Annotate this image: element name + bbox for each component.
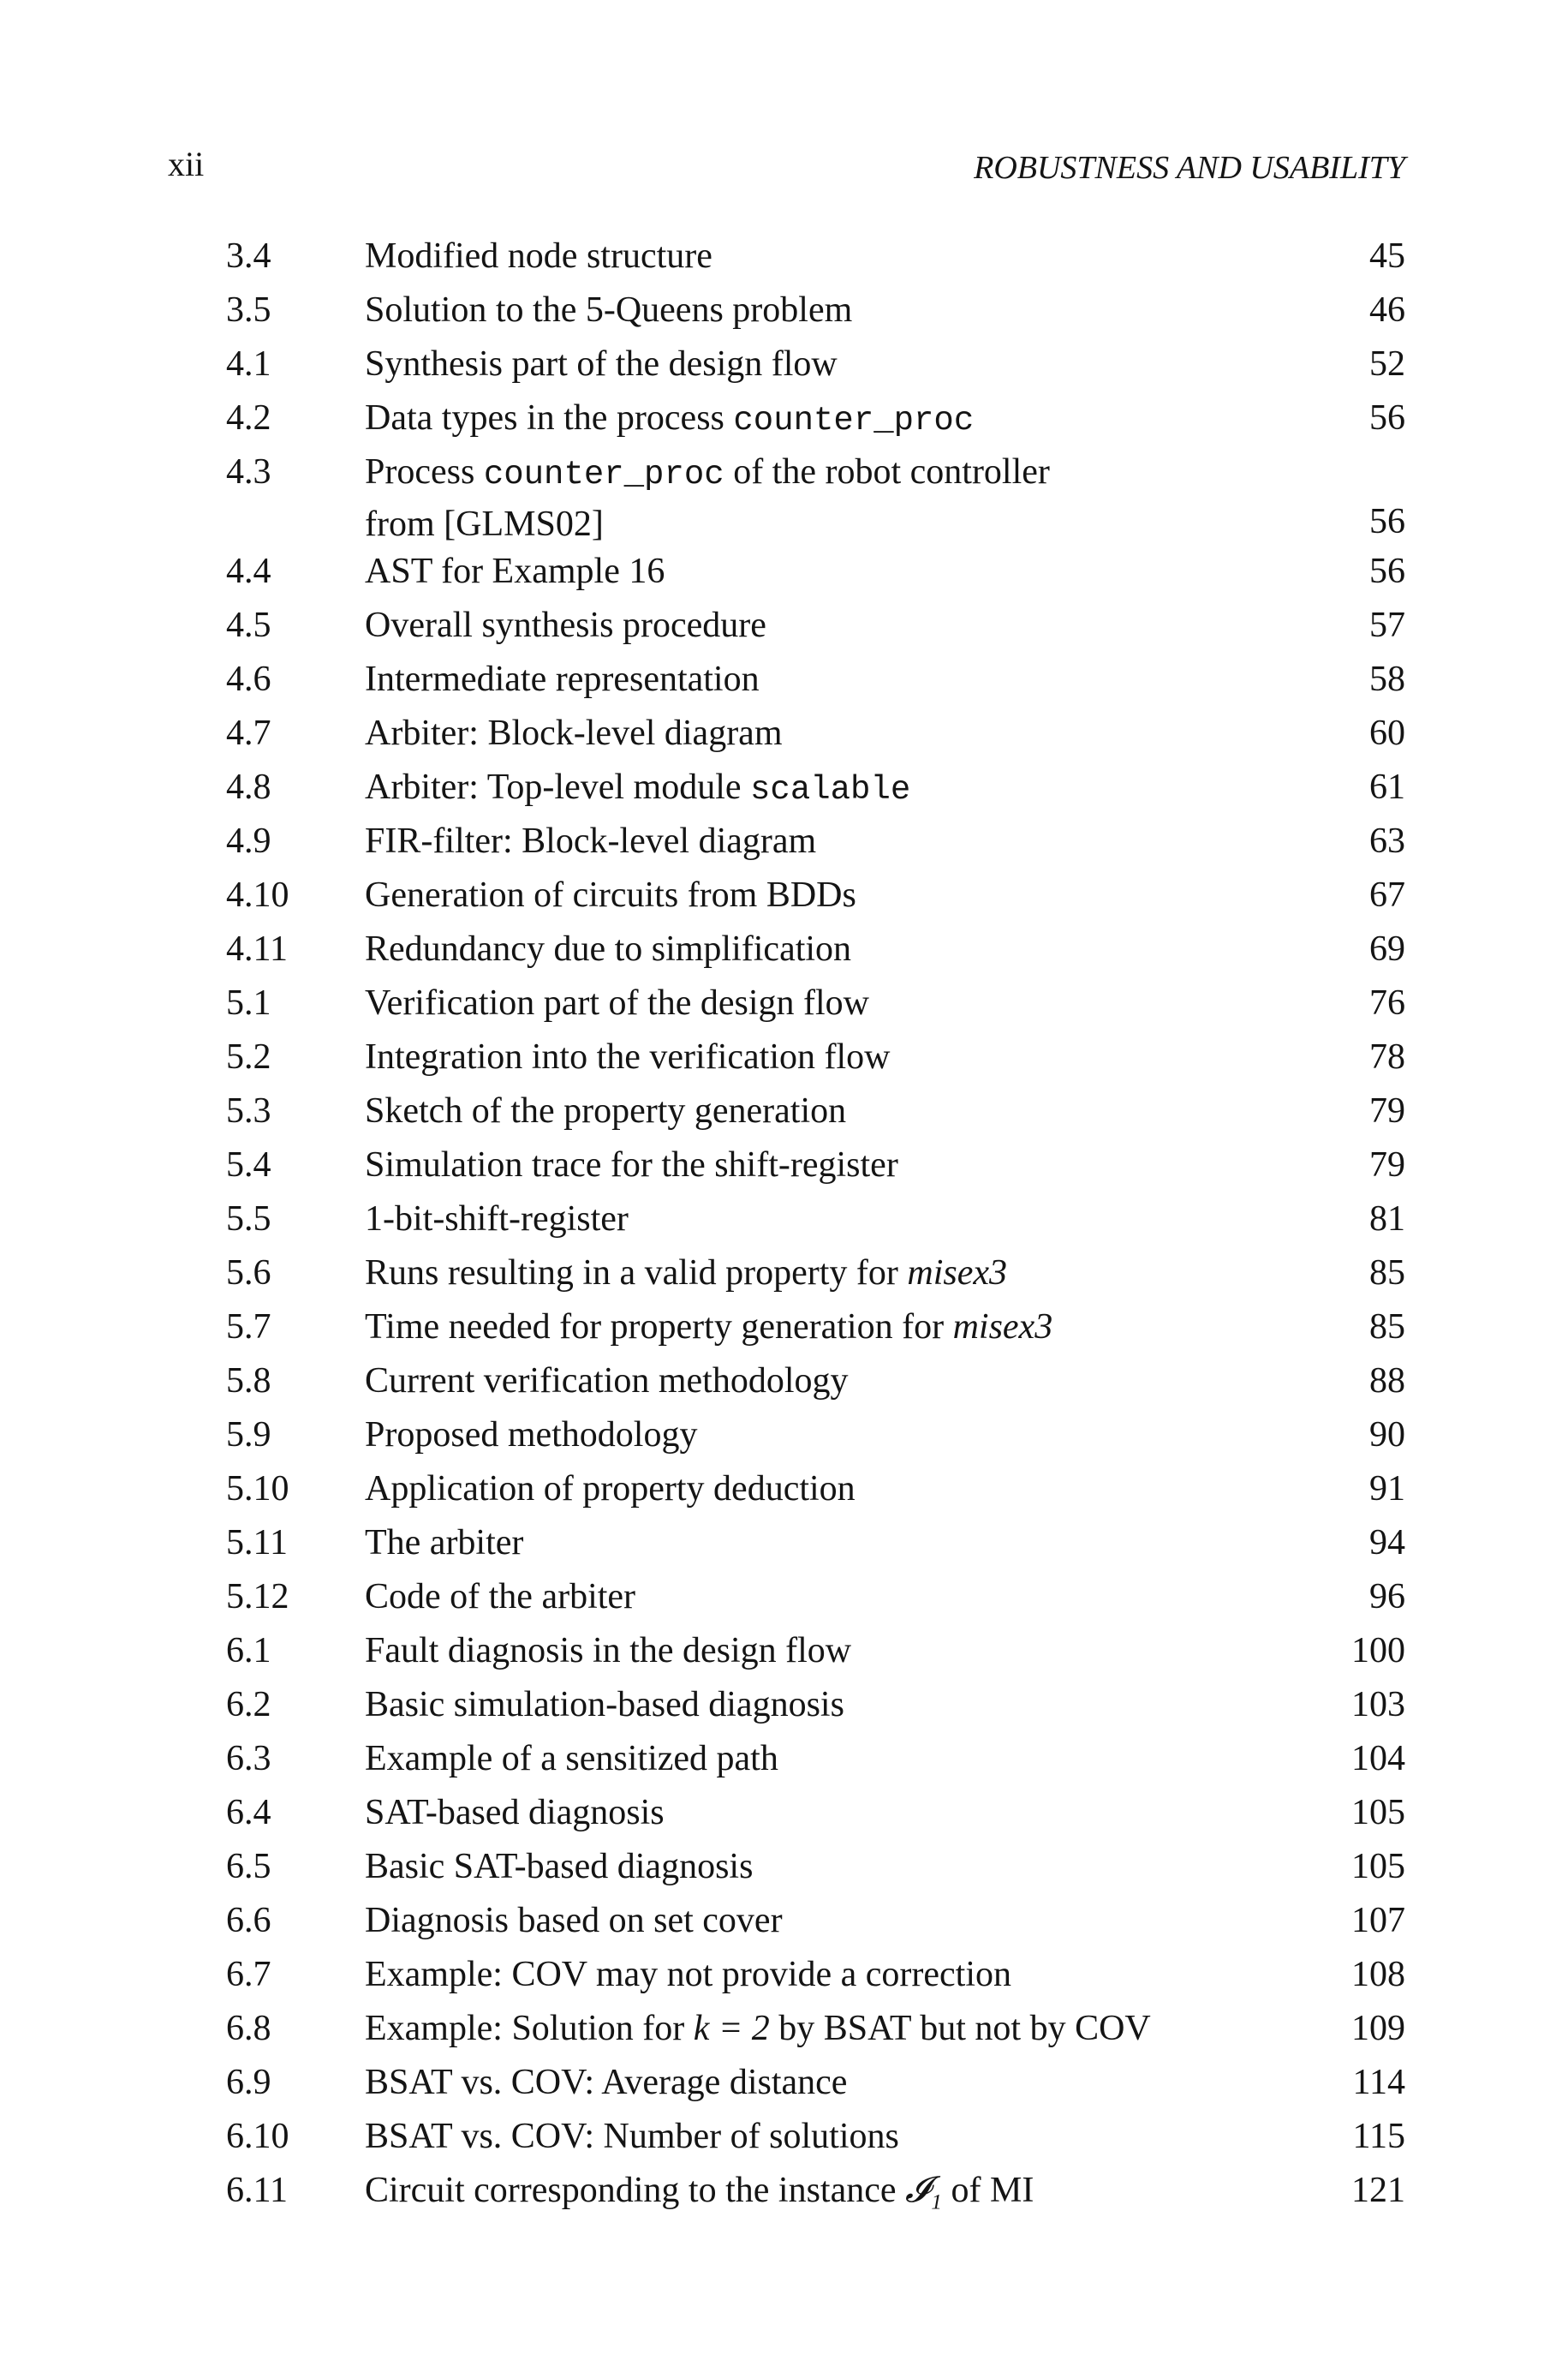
figure-page: 85 xyxy=(1369,1253,1405,1293)
figure-page: 108 xyxy=(1351,1955,1405,1994)
figure-entry xyxy=(0,2164,1568,2218)
figure-entry xyxy=(0,1031,1568,1084)
figure-title xyxy=(365,2002,1151,2056)
figure-page: 63 xyxy=(1369,822,1405,861)
figure-number: 5.10 xyxy=(226,1469,289,1509)
figure-title: Intermediate representation xyxy=(365,660,760,699)
figure-entry xyxy=(0,761,1568,815)
figure-title xyxy=(365,1246,1007,1300)
figure-number: 6.1 xyxy=(226,1631,271,1670)
figure-entry xyxy=(0,1354,1568,1408)
figure-title: Basic simulation-based diagnosis xyxy=(365,1685,844,1724)
code-identifier: counter_proc xyxy=(483,456,724,493)
figure-number: 6.11 xyxy=(226,2171,288,2210)
figure-number: 4.3 xyxy=(226,452,271,492)
figure-page: 104 xyxy=(1351,1739,1405,1778)
figure-page: 67 xyxy=(1369,875,1405,915)
figure-title: Solution to the 5-Queens problem xyxy=(365,290,853,330)
figure-number: 3.4 xyxy=(226,236,271,276)
title-text: of MI xyxy=(942,2171,1034,2210)
figure-title: Verification part of the design flow xyxy=(365,983,869,1023)
figure-title: Sketch of the property generation xyxy=(365,1091,847,1131)
figure-title: Code of the arbiter xyxy=(365,1577,636,1616)
title-text: Arbiter: Top-level module xyxy=(365,768,751,807)
figure-number: 4.1 xyxy=(226,344,271,384)
figure-entry xyxy=(0,653,1568,707)
title-text: of the robot controller xyxy=(724,452,1050,492)
figure-title: BSAT vs. COV: Average distance xyxy=(365,2063,848,2102)
figure-number: 6.8 xyxy=(226,2009,271,2048)
figure-page: 115 xyxy=(1352,2117,1405,2156)
figure-number: 4.11 xyxy=(226,929,288,969)
figure-number: 4.5 xyxy=(226,606,271,645)
figure-page: 105 xyxy=(1351,1793,1405,1832)
figure-number: 6.7 xyxy=(226,1955,271,1994)
figure-page: 52 xyxy=(1369,344,1405,384)
figure-page: 61 xyxy=(1369,768,1405,807)
title-text: Process xyxy=(365,452,484,492)
figure-entry xyxy=(0,338,1568,391)
figure-number: 3.5 xyxy=(226,290,271,330)
figure-page: 121 xyxy=(1351,2171,1405,2210)
figure-entry xyxy=(0,1300,1568,1354)
figure-page: 105 xyxy=(1351,1847,1405,1886)
figure-page: 94 xyxy=(1369,1523,1405,1562)
figure-entry xyxy=(0,1192,1568,1246)
figure-number: 5.7 xyxy=(226,1307,271,1347)
title-text: Example: Solution for xyxy=(365,2009,694,2048)
figure-entry xyxy=(0,1840,1568,1894)
figure-title: Diagnosis based on set cover xyxy=(365,1901,783,1940)
figure-entry xyxy=(0,1462,1568,1516)
figure-entry xyxy=(0,391,1568,445)
list-of-figures xyxy=(0,230,1568,2218)
figure-number: 6.10 xyxy=(226,2117,289,2156)
figure-page: 56 xyxy=(1369,502,1405,541)
figure-entry xyxy=(0,230,1568,284)
running-head: ROBUSTNESS AND USABILITY xyxy=(974,150,1405,186)
figure-title: Generation of circuits from BDDs xyxy=(365,875,856,915)
figure-number: 6.5 xyxy=(226,1847,271,1886)
figure-title xyxy=(365,1300,1052,1354)
figure-page: 79 xyxy=(1369,1091,1405,1131)
figure-page: 56 xyxy=(1369,398,1405,438)
figure-entry xyxy=(0,1138,1568,1192)
figure-entry xyxy=(0,1570,1568,1624)
figure-page: 69 xyxy=(1369,929,1405,969)
figure-page: 57 xyxy=(1369,606,1405,645)
figure-page: 76 xyxy=(1369,983,1405,1023)
figure-entry xyxy=(0,1624,1568,1678)
figure-title: Example: COV may not provide a correction xyxy=(365,1955,1012,1994)
code-identifier: scalable xyxy=(750,771,911,809)
figure-page: 60 xyxy=(1369,714,1405,753)
figure-number: 5.5 xyxy=(226,1199,271,1239)
figure-entry xyxy=(0,869,1568,923)
figure-title: FIR-filter: Block-level diagram xyxy=(365,822,817,861)
figure-title: Modified node structure xyxy=(365,236,712,276)
figure-title: Arbiter: Block-level diagram xyxy=(365,714,783,753)
math-expression: 𝓘₁ xyxy=(905,2171,943,2210)
title-line-1 xyxy=(365,445,1050,502)
figure-title: Fault diagnosis in the design flow xyxy=(365,1631,852,1670)
figure-number: 5.3 xyxy=(226,1091,271,1131)
figure-number: 6.6 xyxy=(226,1901,271,1940)
figure-number: 6.3 xyxy=(226,1739,271,1778)
figure-title: 1-bit-shift-register xyxy=(365,1199,629,1239)
page-number: xii xyxy=(168,145,205,183)
figure-number: 5.8 xyxy=(226,1361,271,1401)
figure-number: 4.7 xyxy=(226,714,271,753)
figure-entry xyxy=(0,1408,1568,1462)
figure-page: 114 xyxy=(1352,2063,1405,2102)
math-expression: k = 2 xyxy=(693,2009,770,2048)
figure-title: Overall synthesis procedure xyxy=(365,606,766,645)
figure-title xyxy=(365,2164,1034,2218)
figure-page: 79 xyxy=(1369,1145,1405,1185)
figure-title: Application of property deduction xyxy=(365,1469,856,1509)
figure-entry xyxy=(0,599,1568,653)
figure-title xyxy=(365,761,910,817)
figure-page: 58 xyxy=(1369,660,1405,699)
figure-entry xyxy=(0,1678,1568,1732)
figure-number: 6.4 xyxy=(226,1793,271,1832)
figure-entry xyxy=(0,1786,1568,1840)
title-text: Data types in the process xyxy=(365,398,734,438)
figure-number: 6.2 xyxy=(226,1685,271,1724)
figure-page: 96 xyxy=(1369,1577,1405,1616)
figure-entry xyxy=(0,1084,1568,1138)
figure-number: 4.9 xyxy=(226,822,271,861)
figure-entry xyxy=(0,923,1568,977)
figure-entry xyxy=(0,1516,1568,1570)
figure-number: 5.9 xyxy=(226,1415,271,1455)
figure-number: 4.10 xyxy=(226,875,289,915)
title-text: by BSAT but not by COV xyxy=(769,2009,1151,2048)
figure-entry xyxy=(0,2002,1568,2056)
figure-number: 5.6 xyxy=(226,1253,271,1293)
figure-number: 5.1 xyxy=(226,983,271,1023)
title-text: Runs resulting in a valid property for xyxy=(365,1253,908,1293)
figure-title: Current verification methodology xyxy=(365,1361,849,1401)
figure-number: 4.4 xyxy=(226,552,271,591)
figure-page: 88 xyxy=(1369,1361,1405,1401)
circuit-name: misex3 xyxy=(907,1253,1008,1293)
figure-entry xyxy=(0,1246,1568,1300)
figure-number: 4.8 xyxy=(226,768,271,807)
figure-page: 90 xyxy=(1369,1415,1405,1455)
figure-number: 4.2 xyxy=(226,398,271,438)
figure-entry xyxy=(0,1894,1568,1948)
figure-title: BSAT vs. COV: Number of solutions xyxy=(365,2117,899,2156)
title-line-2: from [GLMS02] xyxy=(365,505,604,544)
figure-title: Basic SAT-based diagnosis xyxy=(365,1847,754,1886)
figure-title xyxy=(365,445,1050,547)
circuit-name: misex3 xyxy=(952,1307,1053,1347)
figure-number: 5.12 xyxy=(226,1577,289,1616)
figure-title: AST for Example 16 xyxy=(365,552,665,591)
figure-title: Simulation trace for the shift-register xyxy=(365,1145,898,1185)
figure-title: The arbiter xyxy=(365,1523,524,1562)
figure-entry xyxy=(0,284,1568,338)
title-text: Time needed for property generation for xyxy=(365,1307,953,1347)
figure-title: Integration into the verification flow xyxy=(365,1037,891,1077)
figure-number: 5.4 xyxy=(226,1145,271,1185)
figure-entry xyxy=(0,1948,1568,2002)
figure-entry xyxy=(0,815,1568,869)
figure-title: Example of a sensitized path xyxy=(365,1739,778,1778)
figure-title: SAT-based diagnosis xyxy=(365,1793,665,1832)
figure-page: 78 xyxy=(1369,1037,1405,1077)
figure-number: 5.11 xyxy=(226,1523,288,1562)
code-identifier: counter_proc xyxy=(733,402,975,439)
figure-page: 85 xyxy=(1369,1307,1405,1347)
figure-number: 5.2 xyxy=(226,1037,271,1077)
figure-entry xyxy=(0,977,1568,1031)
figure-entry xyxy=(0,445,1568,545)
figure-title: Synthesis part of the design flow xyxy=(365,344,838,384)
figure-page: 91 xyxy=(1369,1469,1405,1509)
title-text: Circuit corresponding to the instance xyxy=(365,2171,906,2210)
figure-number: 4.6 xyxy=(226,660,271,699)
figure-entry xyxy=(0,1732,1568,1786)
figure-entry xyxy=(0,545,1568,599)
figure-page: 81 xyxy=(1369,1199,1405,1239)
figure-page: 46 xyxy=(1369,290,1405,330)
figure-page: 103 xyxy=(1351,1685,1405,1724)
figure-number: 6.9 xyxy=(226,2063,271,2102)
figure-page: 56 xyxy=(1369,552,1405,591)
figure-entry xyxy=(0,2110,1568,2164)
figure-page: 100 xyxy=(1351,1631,1405,1670)
figure-page: 45 xyxy=(1369,236,1405,276)
figure-title xyxy=(365,391,974,448)
figure-page: 107 xyxy=(1351,1901,1405,1940)
figure-page: 109 xyxy=(1351,2009,1405,2048)
figure-title: Proposed methodology xyxy=(365,1415,698,1455)
figure-entry xyxy=(0,2056,1568,2110)
figure-title: Redundancy due to simplification xyxy=(365,929,852,969)
figure-entry xyxy=(0,707,1568,761)
